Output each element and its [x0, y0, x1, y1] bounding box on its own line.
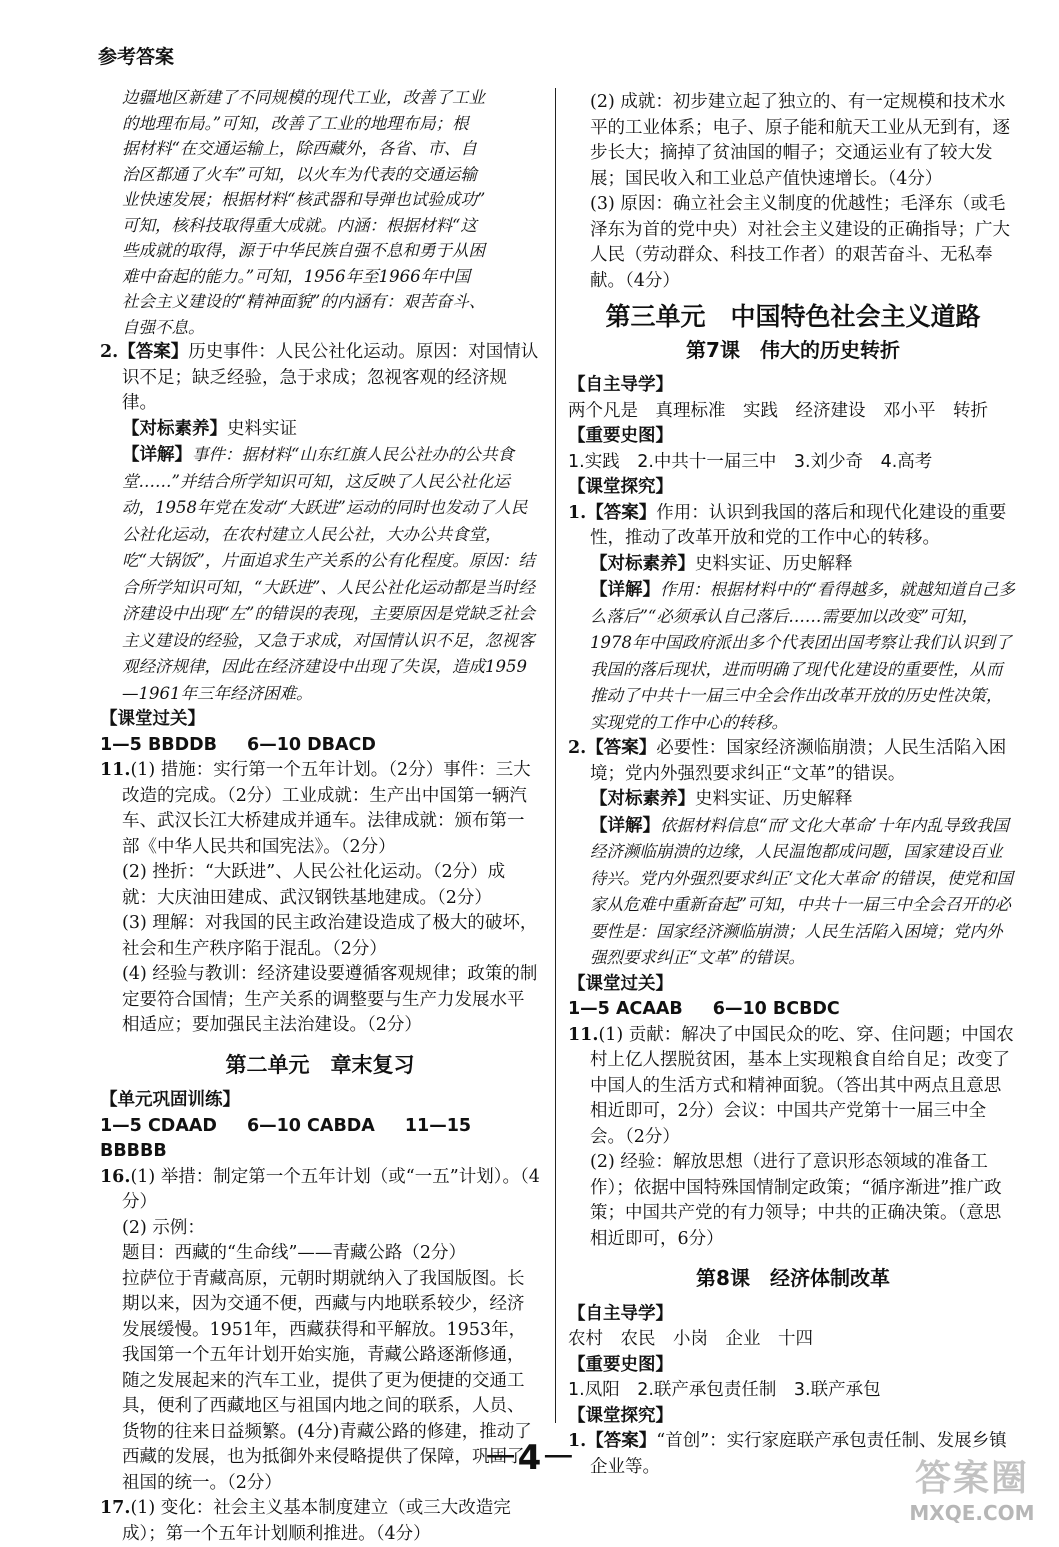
intro-line: 自强不息。: [122, 317, 205, 337]
watermark-top: 答案圈: [914, 1458, 1029, 1499]
zhongyao-heading: 【重要史图】: [568, 1354, 673, 1375]
q2-answer: [100, 340, 540, 417]
q17-part2: (2) 成就：初步建立起了独立的、有一定规模和技术水平的工业体系；电子、原子能和航天工业从无到有，逐步长大；摘掉了贫油国的帽子；交通运业有了较大发展；国民收入和工业总产值快速增长。（4分）: [590, 92, 1010, 189]
l7-q1-number: 1.: [568, 502, 587, 523]
intro-line: 社会主义建设的“精神面貌”的内涵有：艰苦奋斗、: [122, 292, 486, 311]
left-column: [100, 85, 540, 1547]
q16-number: 16.: [100, 1166, 131, 1187]
q11-part3: (3) 理解：对我国的民主政治建设造成了极大的破坏，社会和生产秩序陷于混乱。（2分）: [122, 913, 538, 959]
q16-part3: 题目：西藏的“生命线”——青藏公路（2分）: [122, 1243, 467, 1263]
q16-part1: [100, 1165, 540, 1216]
suyang-tag: 【对标素养】: [590, 553, 695, 574]
l8-q1-answer-text: “首创”：实行家庭联产承包责任制、发展乡镇企业等。: [590, 1431, 1007, 1477]
answer-tag: 【答案】: [586, 502, 657, 523]
l7-q2-suyang: [568, 787, 1018, 813]
q17-p1-text: (1) 变化：社会主义基本制度建立（或三大改造完成）；第一个五年计划顺利推进。（4分）: [122, 1498, 511, 1544]
l7-q11-part2: (2) 经验：解放思想（进行了意识形态领域的准备工作）；依据中国特殊国情制定政策；“循序渐进”推广政策；中国共产党的有力领导；中共的正确决策。（意思相近即可，6分）: [590, 1152, 1002, 1249]
q2-suyang: [100, 417, 540, 443]
l7-q2-answer-text: 必要性：国家经济濒临崩溃；人民生活陷入困境；党内外强烈要求纠正“文革”的错误。: [590, 738, 1007, 784]
l8-zizhu-answers: 农村 农民 小岗 企业 十四: [568, 1329, 813, 1349]
l7-q2-detail-text: 依据材料信息“而‘文化大革命’十年内乱导致我国经济濒临崩溃的边缘，人民温饱都成问题，国家建设百业待兴。党内外强烈要求纠正‘文化大革命’的错误，使党和国家从危难中重新奋起”可知，中共十一届三中全会召开的必要性是：国家经济濒临崩溃；人民生活陷入困境；党内外强烈要求纠正“文革”的错误。: [590, 815, 1013, 967]
answer-group: 6—10 DBACD: [247, 734, 376, 755]
answer-group: 6—10 BCBDC: [712, 999, 840, 1019]
intro-line: 难中奋起的能力。”可知，1956年至1966年中国: [122, 266, 471, 286]
l7-q2-detail: [568, 813, 1018, 972]
l7-ketang-answers: [568, 997, 1018, 1023]
l7-q2-number: 2.: [568, 738, 587, 758]
l8-zhongyao-answers: 1.凤阳 2.联产承包责任制 3.联产承包: [568, 1380, 881, 1400]
answer-group: 1—5 CDAAD: [100, 1115, 217, 1136]
q17-part1: [100, 1496, 540, 1547]
answer-tag: 【答案】: [118, 342, 189, 362]
ketang-answers: [100, 733, 540, 759]
l7-zizhu-answers: 两个凡是 真理标准 实践 经济建设 邓小平 转折: [568, 400, 988, 421]
intro-line: 治区都通了火车”可知，以火车为代表的交通运输: [122, 164, 477, 184]
l7-q1-suyang-text: 史料实证、历史解释: [695, 553, 853, 574]
l7-q1-answer: [568, 501, 1018, 552]
zhongyao-heading: 【重要史图】: [568, 426, 673, 446]
answer-tag: 【答案】: [586, 738, 657, 758]
watermark-logo: [897, 1450, 1047, 1530]
tanjiu-heading: 【课堂探究】: [568, 477, 673, 497]
q16-p1-text: (1) 举措：制定第一个五年计划（或“一五”计划）。（4分）: [122, 1166, 540, 1212]
q16-part2: (2) 示例：: [122, 1217, 205, 1238]
watermark-bottom: MXQE.COM: [909, 1501, 1035, 1525]
detail-tag: 【详解】: [590, 580, 660, 600]
l7-zhongyao-answers: 1.实践 2.中共十一届三中 3.刘少奇 4.高考: [568, 451, 933, 472]
l7-q2-suyang-text: 史料实证、历史解释: [695, 789, 853, 809]
intro-line: 业快速发展；根据材料“核武器和导弹也试验成功”: [122, 190, 486, 209]
l8-q1-number: 1.: [568, 1431, 587, 1451]
page-number: －4－: [483, 1438, 576, 1478]
l7-q11-number: 11.: [568, 1024, 599, 1045]
answer-group: 1—5 ACAAB: [568, 999, 683, 1019]
q16-part4: 拉萨位于青藏高原，元朝时期就纳入了我国版图。长期以来，因为交通不便，西藏与内地联系较少，经济发展缓慢。1951年，西藏获得和平解放。1953年，我国第一个五年计划开始实施，青藏公路逐渐修通，随之发展起来的汽车工业，提供了更为便捷的交通工具，便利了西藏地区与祖国内地之间的联系，人员、货物的往来日益频繁。(4分)青藏公路的修建，推动了西藏的发展，也为抵御外来侵略提供了保障，巩固了祖国的统一。（2分）: [122, 1268, 532, 1493]
l7-q1-detail-text: 作用：根据材料中的“看得越多，就越知道自己多么落后”“必须承认自己落后……需要加以改变”可知，1978年中国政府派出多个代表团出国考察让我们认识到了我国的落后现状，进而明确了现代化建设的重要性，从而推动了中共十一届三中全会作出改革开放的历史性决策，实现党的工作中心的转移。: [590, 580, 1015, 732]
intro-line: 的地理布局。”可知，改善了工业的地理布局；根: [122, 113, 469, 133]
intro-block: [100, 85, 540, 340]
column-divider: [555, 88, 556, 1423]
q11-number: 11.: [100, 760, 131, 780]
l7-q1-detail: [568, 577, 1018, 736]
q17-part3: (3) 原因：确立社会主义制度的优越性；毛泽东（或毛泽东为首的党中央）对社会主义建设的正确指导；广大人民（劳动群众、科技工作者）的艰苦奋斗、无私奉献。（4分）: [590, 194, 1010, 291]
zizhu-heading: 【自主导学】: [568, 375, 673, 395]
q11-part2: (2) 挫折：“大跃进”、人民公社化运动。（2分）成就：大庆油田建成、武汉钢铁基地建成。（2分）: [122, 862, 506, 908]
answer-tag: 【答案】: [586, 1431, 657, 1451]
l7-q1-answer-text: 作用：认识到我国的落后和现代化建设的重要性，推动了改革开放和党的工作中心的转移。: [590, 502, 1007, 548]
l7-q2-answer: [568, 736, 1018, 787]
answer-group: 11—15 BBBBB: [100, 1115, 472, 1161]
danyuan-heading: 【单元巩固训练】: [100, 1090, 240, 1110]
q2-suyang-text: 史料实证: [227, 418, 297, 439]
danyuan-answers: [100, 1114, 540, 1165]
q2-detail: [100, 442, 540, 707]
q17-number: 17.: [100, 1498, 131, 1518]
lesson7-title: 第7课 伟大的历史转折: [686, 337, 900, 362]
intro-line: 可知，核科技取得重大成就。内涵：根据材料“这: [122, 215, 477, 235]
q2-answer-text: 历史事件：人民公社化运动。原因：对国情认识不足；缺乏经验，急于求成；忽视客观的经济规律。: [122, 342, 539, 413]
suyang-tag: 【对标素养】: [590, 789, 695, 809]
right-column: [568, 90, 1018, 1480]
unit3-title: 第三单元 中国特色社会主义道路: [605, 302, 981, 331]
q2-number: 2.: [100, 342, 119, 362]
q2-detail-text: 事件：据材料“山东红旗人民公社办的公共食堂……”并结合所学知识可知，这反映了人民公社化运动，1958年党在发动“大跃进”运动的同时也发动了人民公社化运动，在农村建立人民公社，大办公共食堂，吃“大锅饭”，片面追求生产关系的公有化程度。原因：结合所学知识可知，“大跃进”、人民公社化运动都是当时经济建设中出现“左”的错误的表现，主要原因是党缺乏社会主义建设的经验，又急于求成，对国情认识不足，忽视客观经济规律，因此在经济建设中出现了失误，造成1959—1961年三年经济困难。: [122, 445, 535, 703]
intro-line: 据材料“在交通运输上，除西藏外，各省、市、自: [122, 139, 477, 158]
l7-q11-part1: [568, 1023, 1018, 1151]
detail-tag: 【详解】: [590, 815, 660, 836]
l7-q11-p1-text: (1) 贡献：解决了中国民众的吃、穿、住问题；中国农村上亿人摆脱贫困，基本上实现粮食自给自足；改变了中国人的生活方式和精神面貌。（答出其中两点且意思相近即可，2分）会议：中国共产党第十一届三中全会。（2分）: [590, 1024, 1014, 1147]
page-header: 参考答案: [98, 46, 175, 68]
suyang-tag: 【对标素养】: [122, 418, 227, 439]
q11-part4: (4) 经验与教训：经济建设要遵循客观规律；政策的制定要符合国情；生产关系的调整要与生产力发展水平相适应；要加强民主法治建设。（2分）: [122, 964, 538, 1035]
ketang-heading: 【课堂过关】: [568, 973, 673, 994]
answer-group: 1—5 BBDDB: [100, 734, 218, 755]
answer-group: 6—10 CABDA: [246, 1115, 375, 1136]
tanjiu-heading: 【课堂探究】: [568, 1405, 673, 1426]
q11-p1-text: (1) 措施：实行第一个五年计划。（2分）事件：三大改造的完成。（2分）工业成就：生产出中国第一辆汽车、武汉长江大桥建成并通车。法律成就：颁布第一部《中华人民共和国宪法》。（2分）: [122, 760, 531, 857]
lesson8-title: 第8课 经济体制改革: [696, 1266, 890, 1290]
detail-tag: 【详解】: [122, 445, 192, 465]
intro-line: 些成就的取得，源于中华民族自强不息和勇于从困: [122, 241, 485, 260]
q11-part1: [100, 758, 540, 860]
l7-q1-suyang: [568, 552, 1018, 578]
zizhu-heading: 【自主导学】: [568, 1303, 673, 1324]
unit2-title: 第二单元 章末复习: [225, 1052, 415, 1077]
ketang-heading: 【课堂过关】: [100, 709, 205, 729]
intro-line: 边疆地区新建了不同规模的现代工业，改善了工业: [122, 88, 485, 107]
